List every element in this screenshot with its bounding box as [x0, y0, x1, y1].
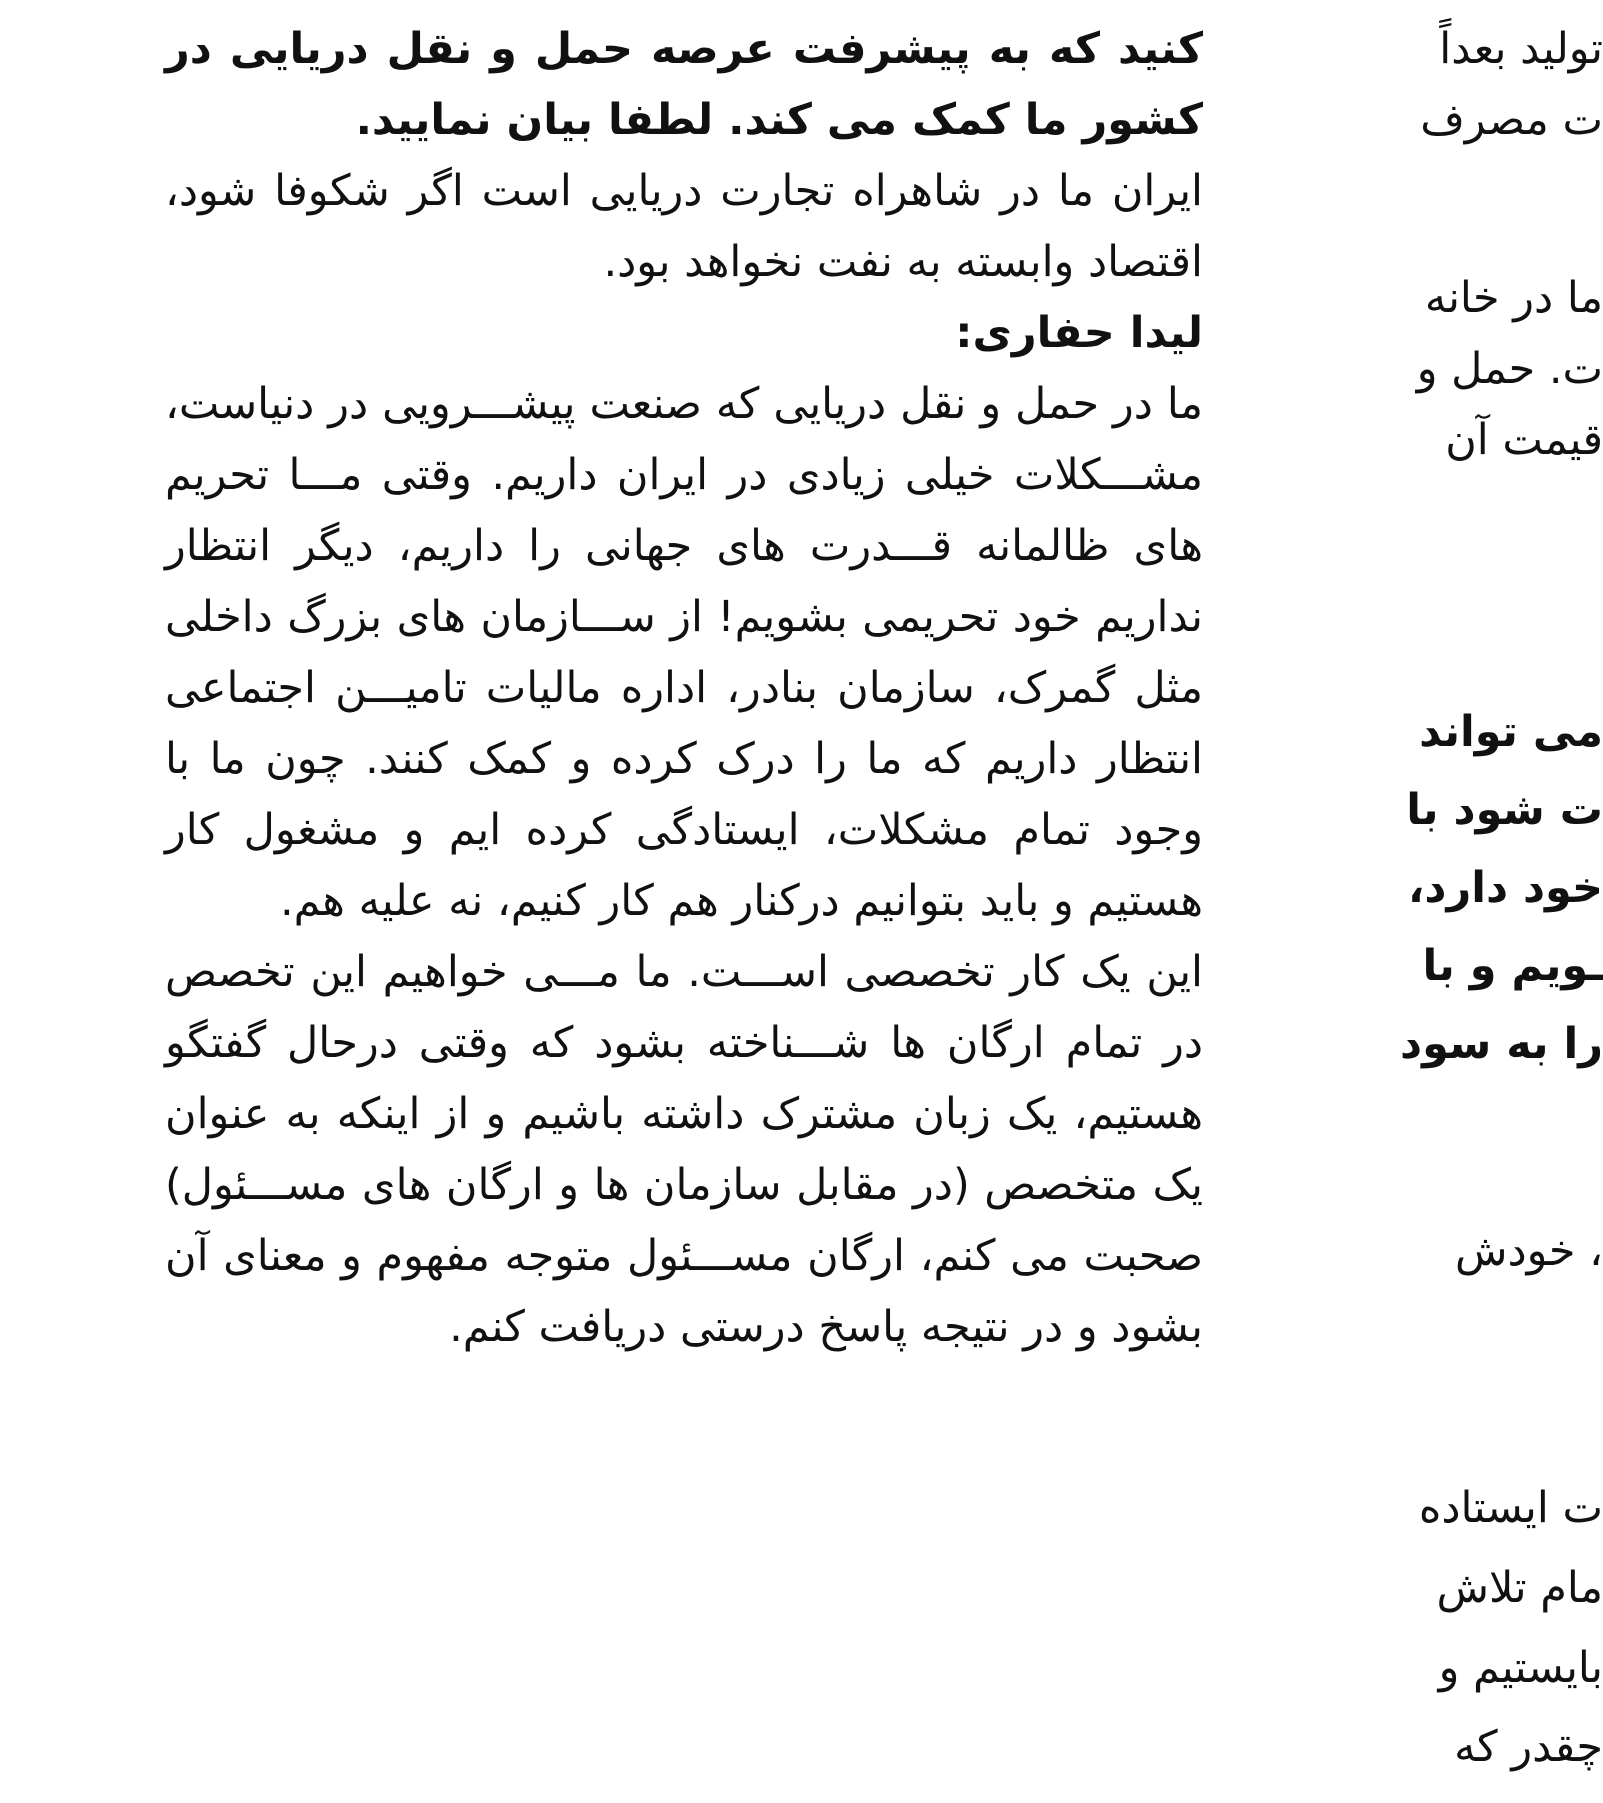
side-line-13: مام تلاش	[1436, 1563, 1603, 1613]
side-line-14: بایستیم و	[1438, 1643, 1603, 1693]
answer-paragraph-1: ما در حمل و نقل دریایی که صنعت پیشـــرویی در دنیاست، مشـــکلات خیلی زیادی در ایران داریم. وقتی مـــا تحریم های ظالمانه قـــدرت های جهانی را داریم، دیگر انتظار نداریم خود تحریمی بشویم! از ســـازمان های بزرگ داخلی مثل گمرک، سازمان بنادر، اداره مالیات تامیـــن اجتماعی انتظار داریم که ما را درک کرده و کمک کنند. چون ما با وجود تمام مشکلات، ایستادگی کرده ایم و مشغول کار هستیم و باید بتوانیم درکنار هم کار کنیم، نه علیه هم.	[165, 379, 1203, 926]
side-line-2: ت مصرف	[1420, 95, 1603, 145]
side-line-15: چقدر که	[1454, 1722, 1603, 1772]
side-line-6: می تواند	[1419, 707, 1603, 757]
side-line-4: ت. حمل و	[1416, 344, 1603, 394]
side-line-12: ت ایستاده	[1418, 1483, 1603, 1533]
side-line-8: خود دارد،	[1408, 863, 1603, 913]
question-text: کنید که به پیشرفت عرصه حمل و نقل دریایی در کشور ما کمک می کند. لطفا بیان نمایید.	[165, 24, 1203, 145]
answer-paragraph-2: این یک کار تخصصی اســـت. ما مـــی خواهیم این تخصص در تمام ارگان ها شـــناخته بشود که وقتی درحال گفتگو هستیم، یک زبان مشترک داشته باشیم و از اینکه به عنوان یک متخصص (در مقابل سازمان ها و ارگان های مســـئول) صحبت می کنم، ارگان مســـئول متوجه مفهوم و معنای آن بشود و در نتیجه پاسخ درستی دریافت کنم.	[165, 947, 1203, 1352]
side-line-10: را به سود	[1400, 1019, 1603, 1069]
answer-intro-paragraph: ایران ما در شاهراه تجارت دریایی است اگر شکوفا شود، اقتصاد وابسته به نفت نخواهد بود.	[165, 166, 1203, 287]
main-article-column	[165, 14, 1203, 1363]
side-line-9: ـویم و با	[1422, 941, 1603, 991]
side-line-5: قیمت آن	[1445, 415, 1603, 465]
side-line-1: تولید بعداً	[1439, 24, 1603, 74]
side-line-11: ، خودش	[1455, 1226, 1603, 1276]
side-line-7: ت شود با	[1406, 785, 1603, 835]
side-line-3: ما در خانه	[1424, 273, 1603, 323]
side-article-column	[1303, 0, 1603, 1803]
speaker-name: لیدا حفاری:	[955, 308, 1203, 358]
